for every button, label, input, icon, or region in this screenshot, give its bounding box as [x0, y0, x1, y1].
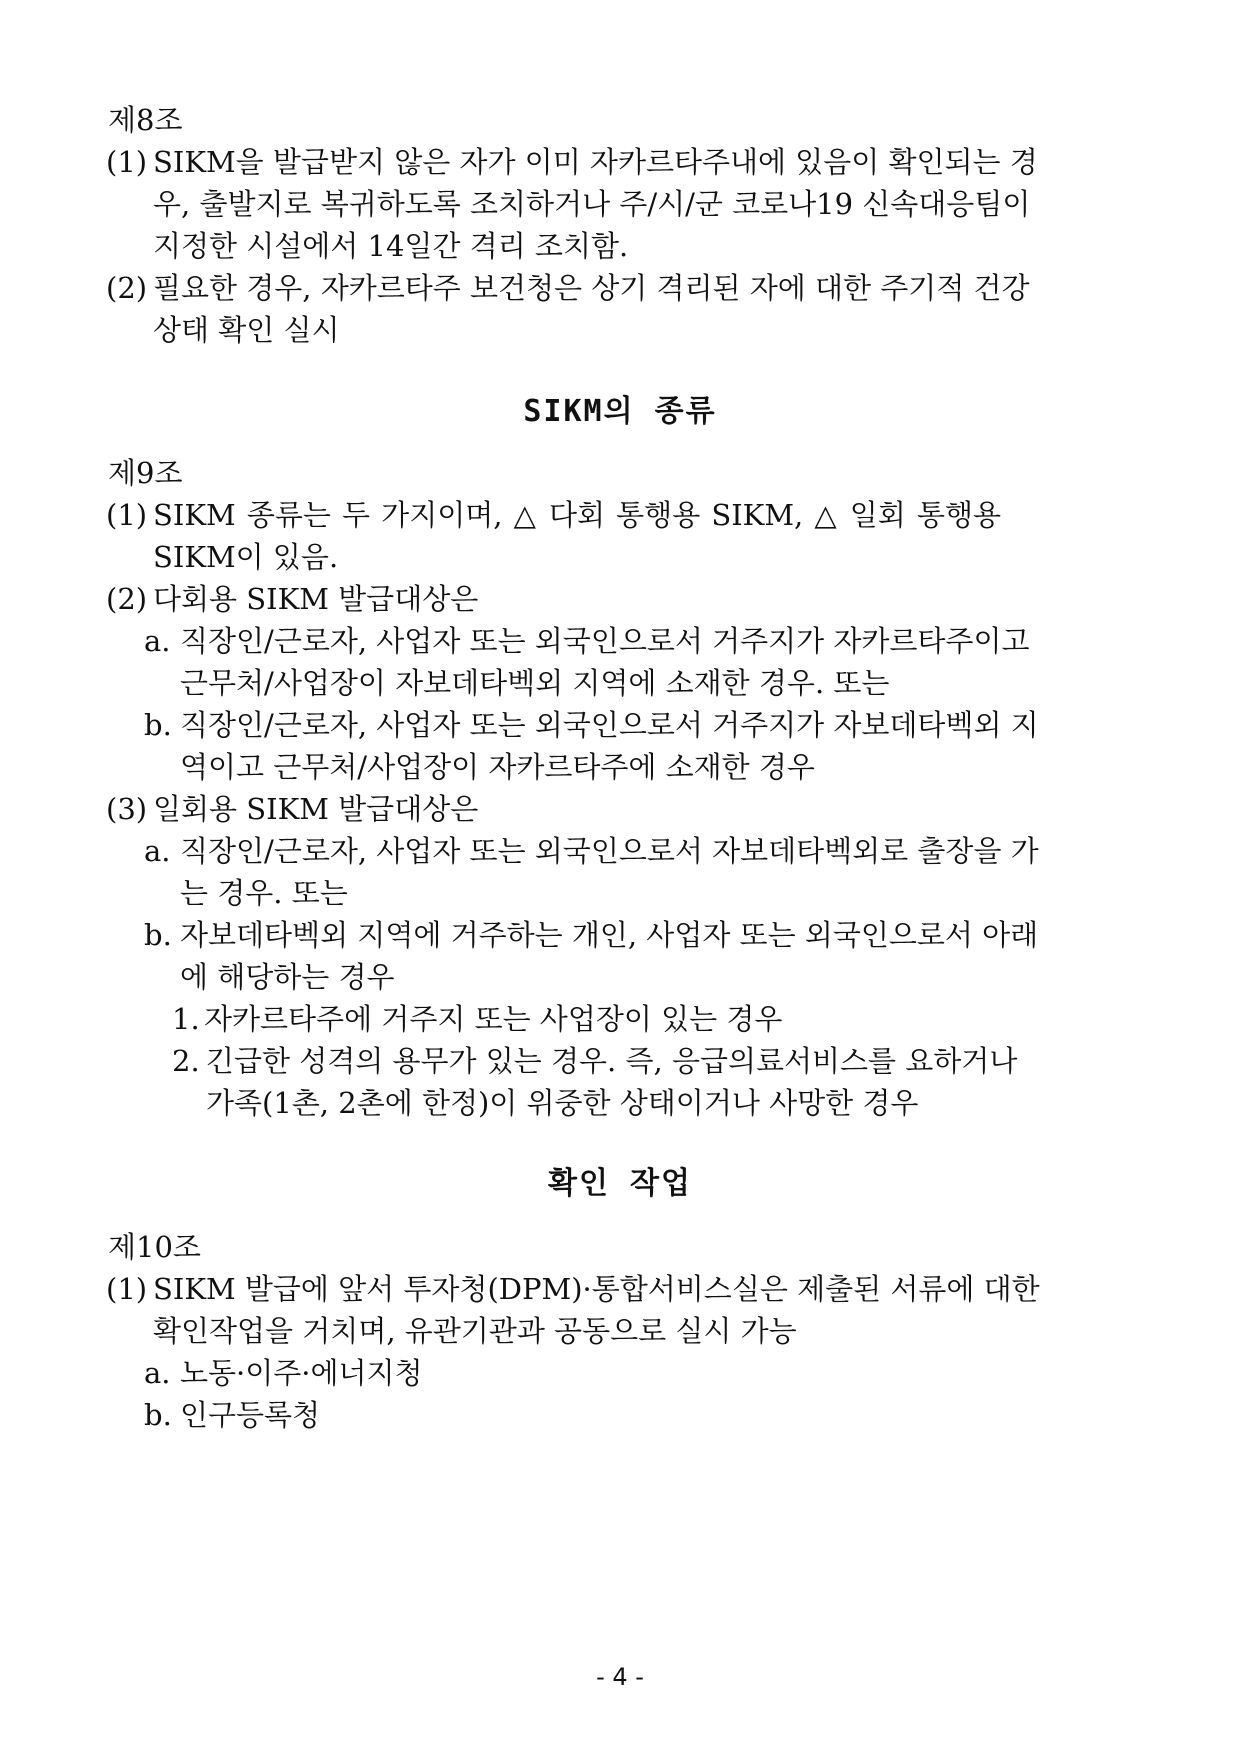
article-9-p2-line1: 다회용 SIKM 발급대상은 — [153, 582, 479, 616]
article-9-p3a-line2: 는 경우. 또는 — [180, 876, 348, 910]
article-10-p1-line2: 확인작업을 거치며, 유관기관과 공동으로 실시 가능 — [153, 1314, 797, 1348]
article-10-p1-line1: SIKM 발급에 앞서 투자청(DPM)·통합서비스실은 제출된 서류에 대한 — [153, 1272, 1040, 1306]
article-8-title: 제8조 — [108, 103, 183, 137]
article-9-p2-marker: (2) — [106, 582, 148, 616]
article-9-p3b1-line1: 자카르타주에 거주지 또는 사업장이 있는 경우 — [204, 1002, 783, 1036]
article-9-p3b2-line1: 긴급한 성격의 용무가 있는 경우. 즉, 응급의료서비스를 요하거나 — [206, 1044, 1018, 1078]
article-9-p2b-line2: 역이고 근무처/사업장이 자카르타주에 소재한 경우 — [180, 750, 815, 784]
article-9-p3-line1: 일회용 SIKM 발급대상은 — [153, 792, 479, 826]
article-9-p3b2-line2: 가족(1촌, 2촌에 한정)이 위중한 상태이거나 사망한 경우 — [206, 1086, 919, 1120]
article-9-title: 제9조 — [108, 456, 183, 490]
section-heading-verification: 확인 작업 — [548, 1166, 692, 1201]
article-8-p1-line3: 지정한 시설에서 14일간 격리 조치함. — [153, 229, 629, 263]
article-9-p3b-marker: b. — [144, 918, 172, 952]
article-9-p2b-line1: 직장인/근로자, 사업자 또는 외국인으로서 거주지가 자보데타벡외 지 — [180, 708, 1039, 742]
section-heading-sikm-types: SIKM의 종류 — [523, 394, 717, 429]
article-10-title: 제10조 — [108, 1230, 201, 1264]
article-9-p2a-line1: 직장인/근로자, 사업자 또는 외국인으로서 거주지가 자카르타주이고 — [180, 624, 1030, 658]
article-9-p3a-line1: 직장인/근로자, 사업자 또는 외국인으로서 자보데타벡외로 출장을 가 — [180, 834, 1039, 868]
article-8-p1-marker: (1) — [106, 145, 148, 179]
article-9-p1-marker: (1) — [106, 498, 148, 532]
article-9-p3b1-marker: 1. — [172, 1002, 200, 1036]
article-9-p3b2-marker: 2. — [172, 1044, 200, 1078]
article-9-p3a-marker: a. — [144, 834, 171, 868]
article-9-p1-line1: SIKM 종류는 두 가지이며, △ 다회 통행용 SIKM, △ 일회 통행용 — [153, 498, 1001, 532]
article-9-p3b-line2: 에 해당하는 경우 — [180, 960, 395, 994]
article-8-p1-line1: SIKM을 발급받지 않은 자가 이미 자카르타주내에 있음이 확인되는 경 — [153, 145, 1038, 179]
page-number: - 4 - — [596, 1663, 644, 1691]
article-9-p2a-marker: a. — [144, 624, 171, 658]
article-8-p2-line2: 상태 확인 실시 — [153, 313, 340, 347]
article-9-p1-line2: SIKM이 있음. — [153, 540, 339, 574]
article-8-p2-marker: (2) — [106, 271, 148, 305]
article-10-p1-marker: (1) — [106, 1272, 148, 1306]
article-9-p3b-line1: 자보데타벡외 지역에 거주하는 개인, 사업자 또는 외국인으로서 아래 — [180, 918, 1039, 952]
article-10-p1b-line1: 인구등록청 — [180, 1398, 321, 1432]
article-8-p1-line2: 우, 출발지로 복귀하도록 조치하거나 주/시/군 코로나19 신속대응팀이 — [153, 187, 1031, 221]
article-9-p2a-line2: 근무처/사업장이 자보데타벡외 지역에 소재한 경우. 또는 — [180, 666, 890, 700]
article-9-p2b-marker: b. — [144, 708, 172, 742]
article-10-p1b-marker: b. — [144, 1398, 172, 1432]
article-9-p3-marker: (3) — [106, 792, 148, 826]
article-8-p2-line1: 필요한 경우, 자카르타주 보건청은 상기 격리된 자에 대한 주기적 건강 — [153, 271, 1030, 305]
article-10-p1a-marker: a. — [144, 1356, 171, 1390]
article-10-p1a-line1: 노동·이주·에너지청 — [180, 1356, 423, 1390]
